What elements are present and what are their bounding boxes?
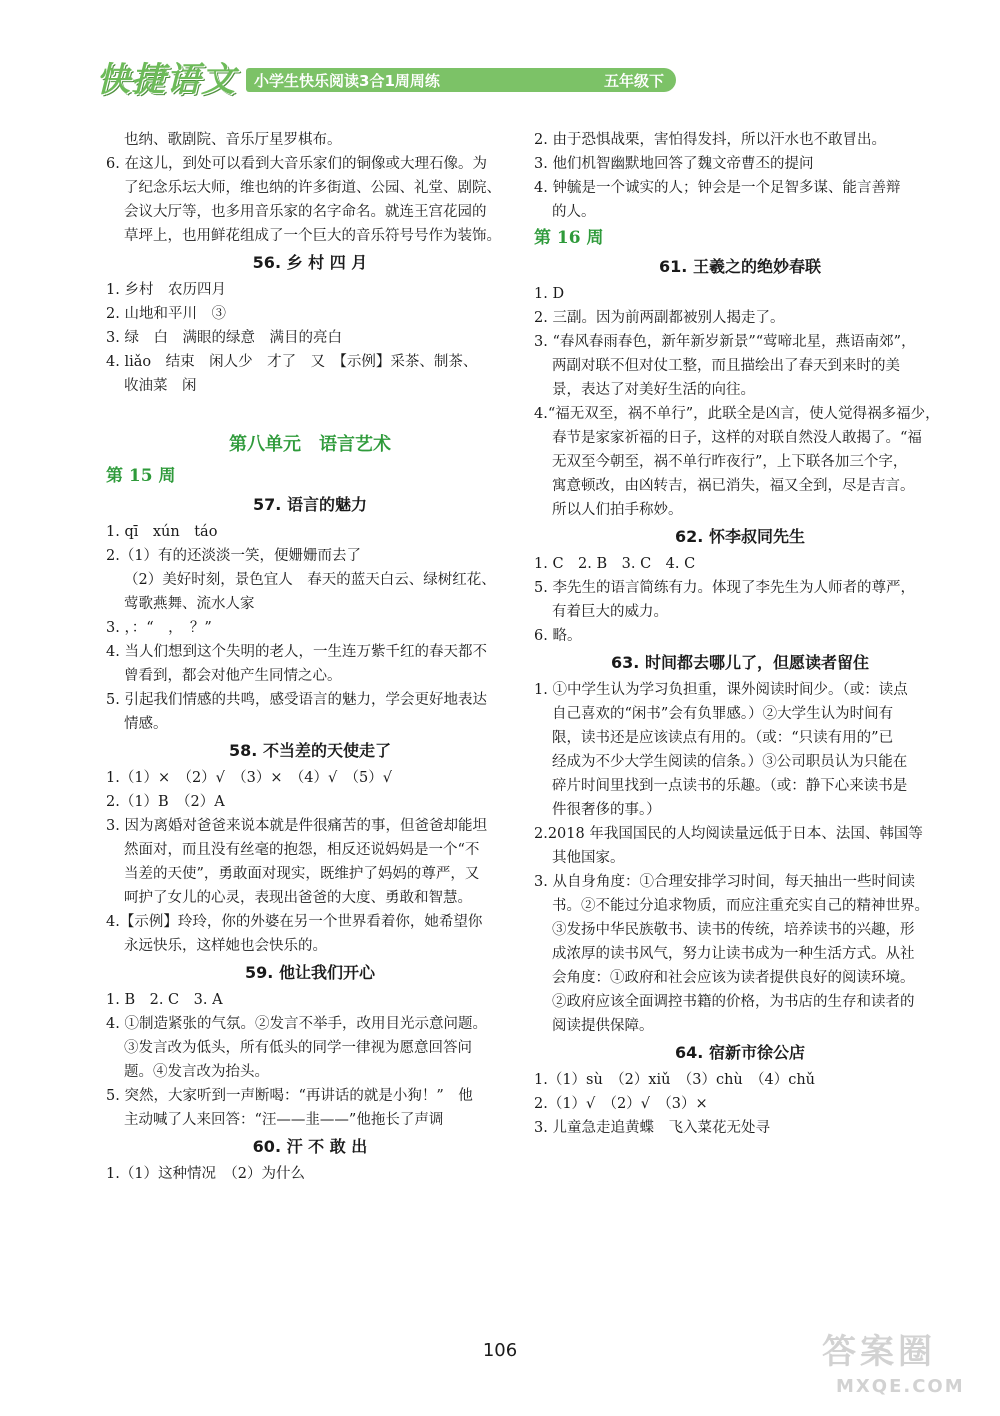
week-label: 第 15 周 xyxy=(106,466,176,486)
answer-line: 3. 儿童急走追黄蝶 飞入菜花无处寻 xyxy=(534,1120,770,1136)
spacer xyxy=(106,398,514,428)
answer-line: 6. 在这儿，到处可以看到大音乐家们的铜像或大理石像。为 xyxy=(106,156,487,172)
answer-line: 春节是家家祈福的日子，这样的对联自然没人敢揭了。“福 xyxy=(552,430,922,446)
answer-line: 收油菜 闲 xyxy=(124,378,197,394)
answer-line: ②政府应该全面调控书籍的价格，为书店的生存和读者的 xyxy=(552,994,915,1010)
answer-line: 经成为不少大学生阅读的信条。）③公司职员认为只能在 xyxy=(552,754,908,770)
answer-line: 2. 三副。因为前两副都被别人揭走了。 xyxy=(534,310,785,326)
brand-logo: 快捷语文 xyxy=(96,60,236,100)
answer-line: 1. qī xún táo xyxy=(106,524,218,540)
answer-line: 2.（1）√ （2）√ （3）× xyxy=(534,1096,708,1112)
section-heading: 58. 不当差的天使走了 xyxy=(229,741,391,760)
answer-line: 呵护了女儿的心灵，表现出爸爸的大度、勇敢和智慧。 xyxy=(124,890,472,906)
answer-line: 自己喜欢的“闲书”会有负罪感。）②大学生认为时间有 xyxy=(552,706,894,722)
answer-line: 也纳、歌剧院、音乐厅星罗棋布。 xyxy=(124,132,342,148)
answer-line: 1.（1）× （2）√ （3）× （4）√ （5）√ xyxy=(106,770,392,786)
answer-line: 2.（1）有的还淡淡一笑，便姗姗而去了 xyxy=(106,548,362,564)
section-heading: 59. 他让我们开心 xyxy=(245,963,375,982)
answer-line: 莺歌燕舞、流水人家 xyxy=(124,596,255,612)
answer-line: 4. ①制造紧张的气氛。②发言不举手，改用目光示意问题。 xyxy=(106,1016,487,1032)
right-column xyxy=(534,128,946,1140)
answer-line: 无双至今朝至，祸不单行昨夜行”，上下联各加三个字， xyxy=(552,454,908,470)
answer-line: 其他国家。 xyxy=(552,850,625,866)
answer-line: 5. 李先生的语言简练有力。体现了李先生为人师者的尊严， xyxy=(534,580,915,596)
answer-line: 会议大厅等，也多用音乐家的名字命名。就连王宫花园的 xyxy=(124,204,487,220)
answer-line: 两副对联不但对仗工整，而且描绘出了春天到来时的美 xyxy=(552,358,900,374)
answer-line: 阅读提供保障。 xyxy=(552,1018,654,1034)
section-heading: 60. 汗 不 敢 出 xyxy=(252,1137,368,1156)
answer-line: 4.【示例】玲玲，你的外婆在另一个世界看着你，她希望你 xyxy=(106,914,483,930)
answer-line: 主动喊了人来回答：“汪——韭——”他拖长了声调 xyxy=(124,1112,444,1128)
answer-line: 然面对，而且没有丝毫的抱怨，相反还说妈妈是一个“不 xyxy=(124,842,480,858)
answer-line: 2. 由于恐惧战栗，害怕得发抖，所以汗水也不敢冒出。 xyxy=(534,132,886,148)
watermark-logo xyxy=(822,1330,992,1406)
answer-line: 限，读书还是应该读点有用的。（或：“只读有用的”已 xyxy=(552,730,894,746)
answer-line: 题。④发言改为抬头。 xyxy=(124,1064,269,1080)
answer-line: 4. 钟毓是一个诚实的人；钟会是一个足智多谋、能言善辩 xyxy=(534,180,901,196)
answer-line: 了纪念乐坛大师，维也纳的许多街道、公园、礼堂、剧院、 xyxy=(124,180,501,196)
answer-line: 所以人们拍手称妙。 xyxy=(552,502,683,518)
answer-line: 有着巨大的威力。 xyxy=(552,604,668,620)
answer-line: 1. ①中学生认为学习负担重，课外阅读时间少。（或：读点 xyxy=(534,682,908,698)
answer-line: 5. 引起我们情感的共鸣，感受语言的魅力，学会更好地表达 xyxy=(106,692,487,708)
answer-line: 碎片时间里找到一点读书的乐趣。（或：静下心来读书是 xyxy=(552,778,908,794)
section-heading: 57. 语言的魅力 xyxy=(253,495,367,514)
answer-line: 1.（1）sù （2）xiǔ （3）chù （4）chǔ xyxy=(534,1072,816,1088)
answer-line: 1. B 2. C 3. A xyxy=(106,992,223,1008)
answer-line: 5. 突然，大家听到一声断喝：“再讲话的就是小狗！” 他 xyxy=(106,1088,473,1104)
section-heading: 56. 乡 村 四 月 xyxy=(252,253,368,272)
answer-line: 3. 因为离婚对爸爸来说本就是件很痛苦的事，但爸爸却能坦 xyxy=(106,818,487,834)
section-heading: 63. 时间都去哪儿了，但愿读者留住 xyxy=(611,653,869,672)
answer-line: 2.2018 年我国国民的人均阅读量远低于日本、法国、韩国等 xyxy=(534,826,923,842)
page-header xyxy=(96,48,664,100)
answer-line: 景，表达了对美好生活的向往。 xyxy=(552,382,755,398)
answer-line: 1. 乡村 农历四月 xyxy=(106,282,226,298)
answer-line: 的人。 xyxy=(552,204,596,220)
section-heading: 64. 宿新市徐公店 xyxy=(675,1043,805,1062)
answer-line: 当差的天使”，勇敢面对现实，既维护了妈妈的尊严，又 xyxy=(124,866,480,882)
answer-line: （2）美好时刻，景色宜人 春天的蓝天白云、绿树红花、 xyxy=(124,572,496,588)
answer-line: 永远快乐，这样她也会快乐的。 xyxy=(124,938,327,954)
page-number: 106 xyxy=(482,1340,518,1361)
unit-title: 第八单元 语言艺术 xyxy=(229,434,391,455)
answer-line: 会角度：①政府和社会应该为读者提供良好的阅读环境。 xyxy=(552,970,915,986)
answer-line: 6. 略。 xyxy=(534,628,582,644)
answer-line: 4. 当人们想到这个失明的老人，一生连万紫千红的春天都不 xyxy=(106,644,487,660)
answer-line: 2. 山地和平川 ③ xyxy=(106,306,226,322)
left-column xyxy=(106,128,514,1186)
answer-line: ③发言改为低头，所有低头的同学一律视为愿意回答问 xyxy=(124,1040,472,1056)
answer-line: 1.（1）这种情况 （2）为什么 xyxy=(106,1166,306,1182)
answer-line: 3. 他们机智幽默地回答了魏文帝曹丕的提问 xyxy=(534,156,814,172)
answer-line: 1. C 2. B 3. C 4. C xyxy=(534,556,696,572)
answer-line: 情感。 xyxy=(124,716,168,732)
answer-line: 3. 从自身角度：①合理安排学习时间，每天抽出一些时间读 xyxy=(534,874,915,890)
series-banner xyxy=(246,68,676,92)
answer-line: 3. “春风春雨春色，新年新岁新景”“莺啼北星，燕语南郊”， xyxy=(534,334,916,350)
answer-line: 4. liǎo 结束 闲人少 才了 又 【示例】采茶、制茶、 xyxy=(106,354,478,370)
series-title: 小学生快乐阅读3合1周周练 xyxy=(254,72,440,90)
answer-line: 4.“福无双至，祸不单行”，此联全是凶言，使人觉得祸多福少， xyxy=(534,406,940,422)
answer-line: 寓意顿改，由凶转吉，祸已消失，福又全到，尽是吉言。 xyxy=(552,478,915,494)
watermark-title: 答案圈 xyxy=(822,1332,936,1372)
section-heading: 62. 怀李叔同先生 xyxy=(675,527,805,546)
answer-line: 件很奢侈的事。） xyxy=(552,802,661,818)
answer-line: 草坪上，也用鲜花组成了一个巨大的音乐符号号作为装饰。 xyxy=(124,228,501,244)
answer-line: 书。②不能过分追求物质，而应注重充实自己的精神世界。 xyxy=(552,898,929,914)
answer-line: 1. D xyxy=(534,286,565,302)
week-label: 第 16 周 xyxy=(534,228,604,248)
watermark-url: MXQE.COM xyxy=(836,1376,965,1397)
grade-label: 五年级下 xyxy=(603,72,664,90)
answer-line: 成浓厚的读书风气，努力让读书成为一种生活方式。从社 xyxy=(552,946,915,962)
answer-line: 曾看到，都会对他产生同情之心。 xyxy=(124,668,342,684)
answer-line: 3. ，：“ ， ？” xyxy=(106,620,212,636)
answer-line: 3. 绿 白 满眼的绿意 满目的亮白 xyxy=(106,330,342,346)
answer-line: 2.（1）B （2）A xyxy=(106,794,225,810)
answer-line: ③发扬中华民族敬书、读书的传统，培养读书的兴趣，形 xyxy=(552,922,915,938)
section-heading: 61. 王羲之的绝妙春联 xyxy=(659,257,821,276)
